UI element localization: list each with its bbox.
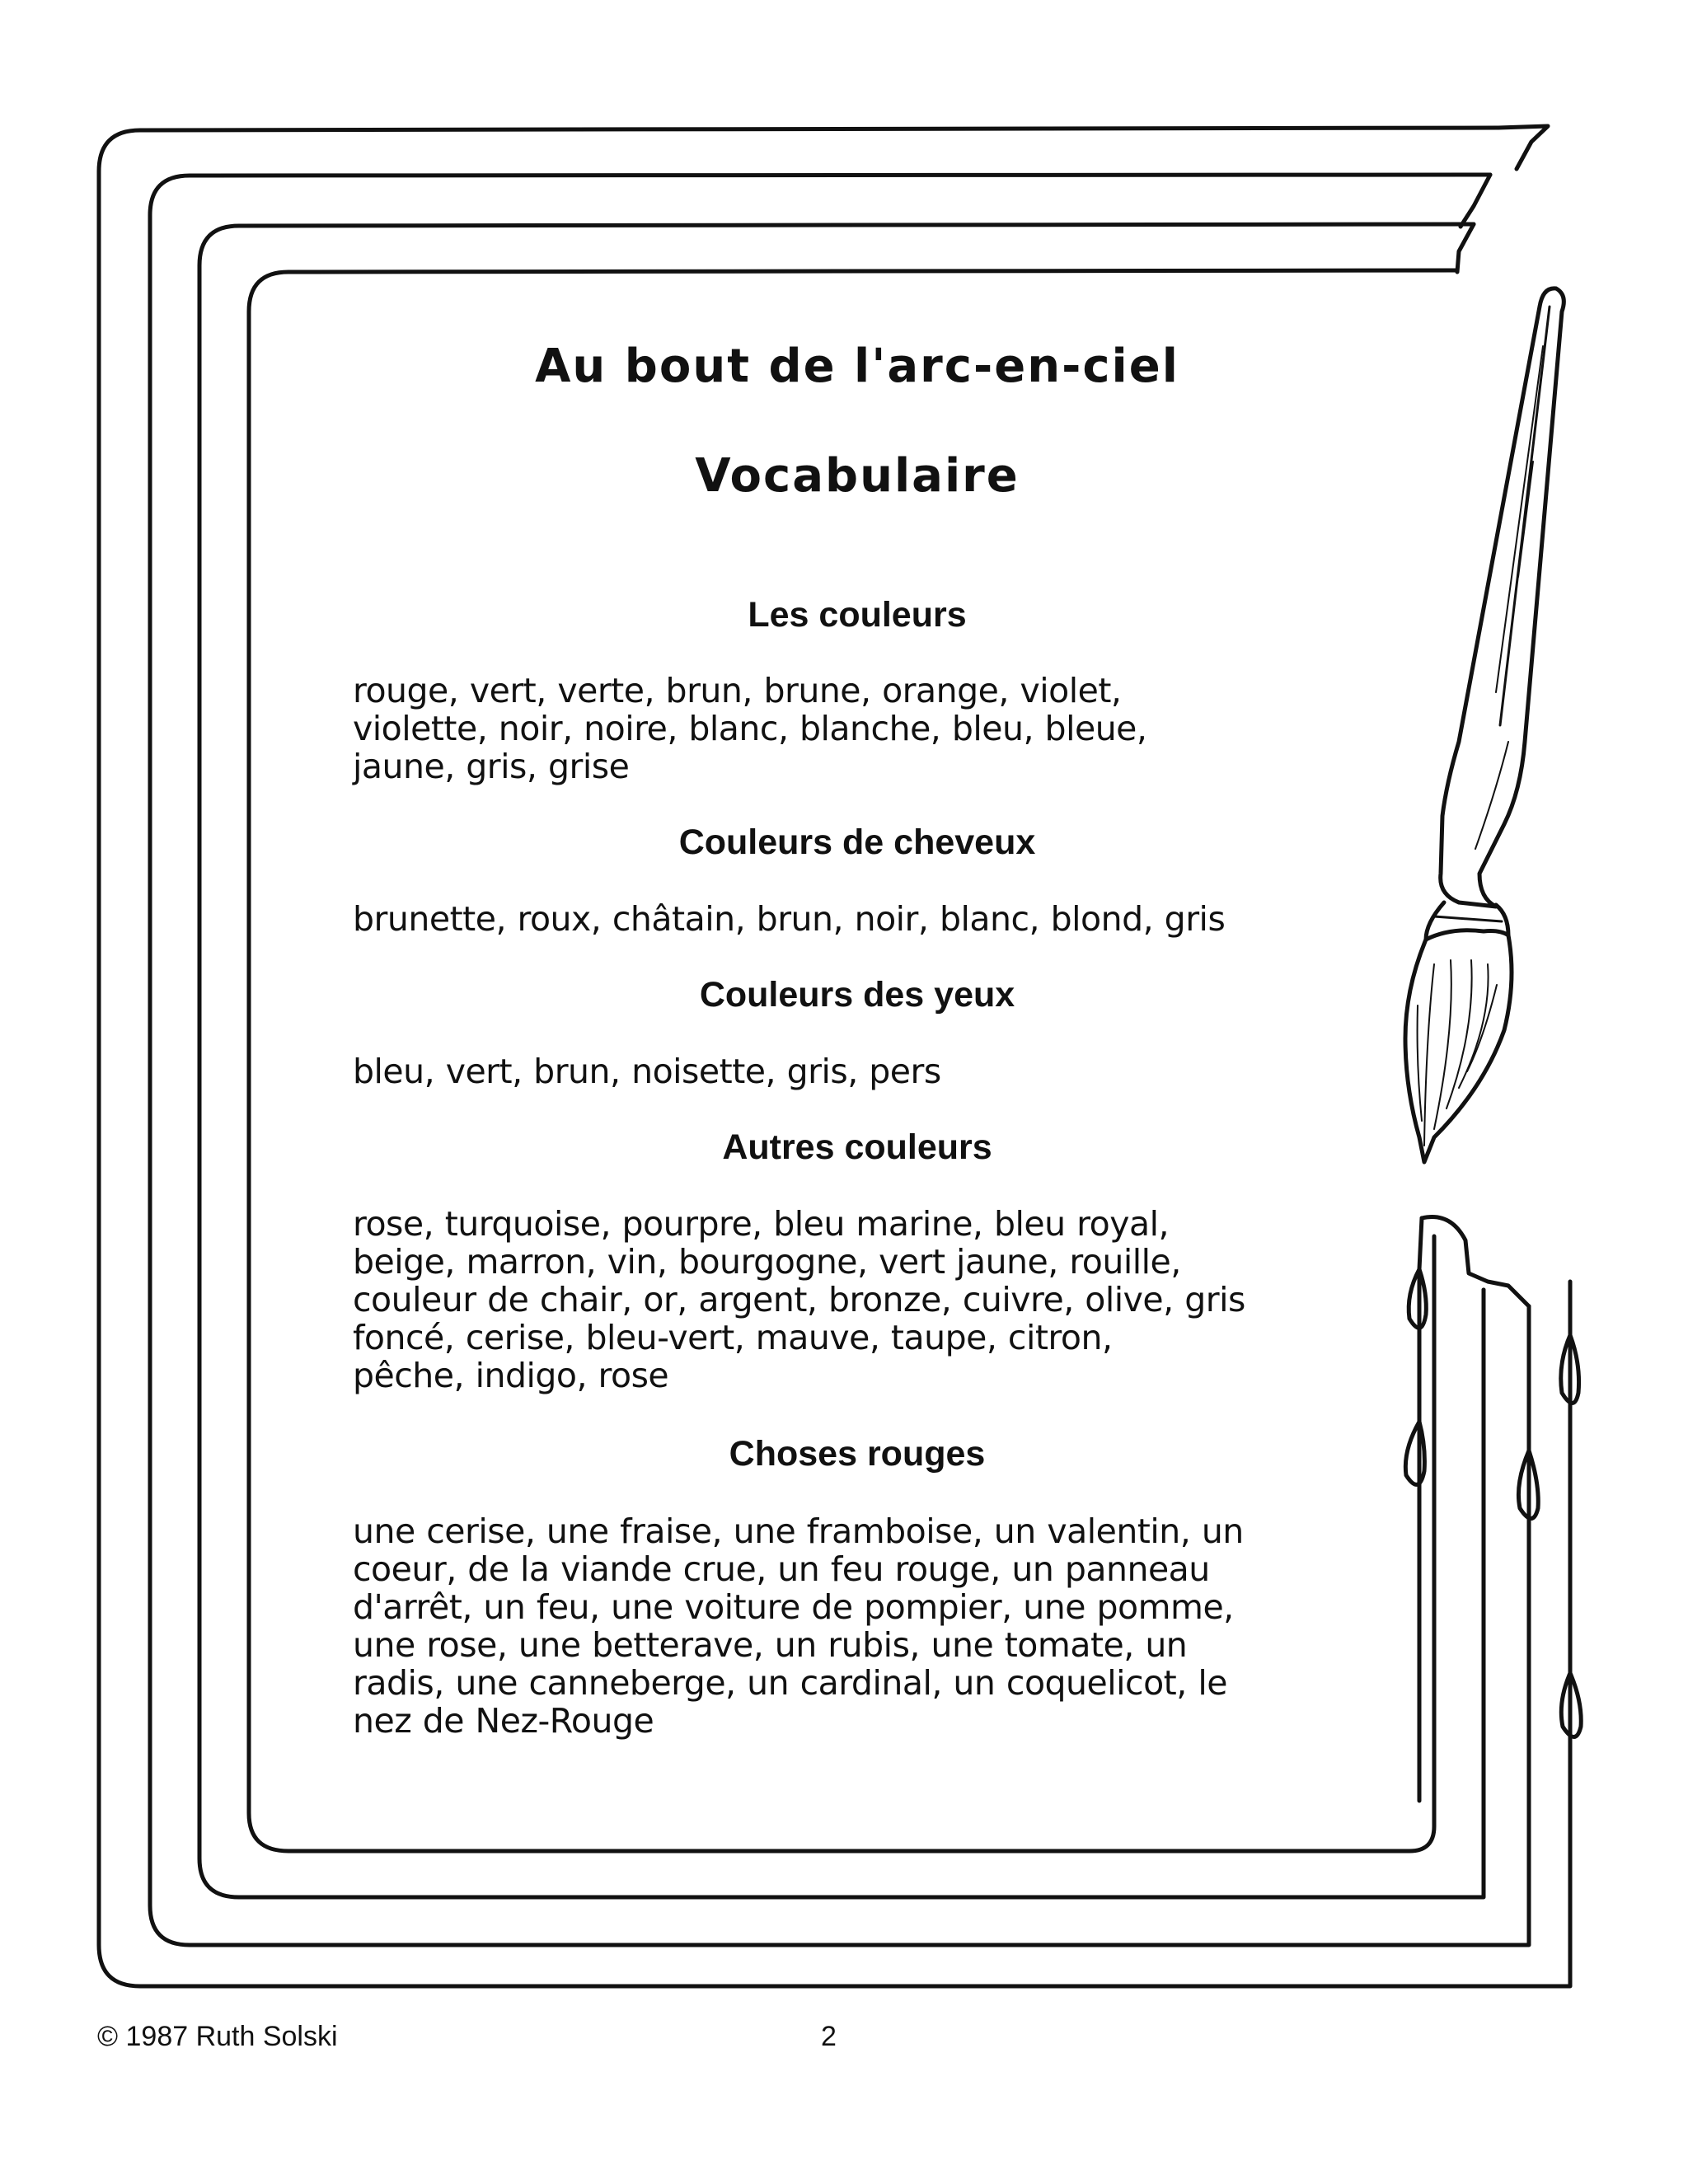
word-line: une rose, une betterave, un rubis, une tomate, un [353,1625,1188,1665]
page-number: 2 [821,2021,837,2052]
copyright-notice: © 1987 Ruth Solski [97,2021,338,2052]
section-heading-les-couleurs: Les couleurs [748,595,967,635]
section-words-les-couleurs [353,672,1368,785]
word-line: rouge, vert, verte, brun, brune, orange, violet, [353,671,1122,710]
word-line: brunette, roux, châtain, brun, noir, blanc, blond, gris [353,899,1226,939]
word-line: pêche, indigo, rose [353,1356,669,1395]
page-subtitle: Vocabulaire [695,449,1020,503]
section-heading-couleurs-de-cheveux: Couleurs de cheveux [678,823,1036,862]
word-line: rose, turquoise, pourpre, bleu marine, bleu royal, [353,1204,1170,1244]
word-line: bleu, vert, brun, noisette, gris, pers [353,1052,941,1091]
word-line: couleur de chair, or, argent, bronze, cuivre, olive, gris [353,1280,1245,1319]
word-line: coeur, de la viande crue, un feu rouge, un panneau [353,1549,1210,1589]
word-line: radis, une canneberge, un cardinal, un coquelicot, le [353,1663,1227,1703]
section-words-couleurs-de-cheveux [353,900,1368,938]
section-heading-autres-couleurs: Autres couleurs [722,1127,992,1167]
section-heading-choses-rouges: Choses rouges [729,1434,986,1474]
word-line: violette, noir, noire, blanc, blanche, bleu, bleue, [353,709,1147,748]
word-line: une cerise, une fraise, une framboise, un valentin, un [353,1511,1244,1551]
paintbrush-icon [1405,288,1564,1162]
word-line: foncé, cerise, bleu-vert, mauve, taupe, citron, [353,1318,1113,1357]
section-words-choses-rouges [353,1512,1368,1740]
word-line: d'arrêt, un feu, une voiture de pompier, une pomme, [353,1587,1234,1627]
word-line: beige, marron, vin, bourgogne, vert jaune, rouille, [353,1242,1181,1282]
word-line: jaune, gris, grise [353,747,630,786]
section-heading-couleurs-des-yeux: Couleurs des yeux [699,975,1015,1015]
section-words-couleurs-des-yeux [353,1052,1368,1090]
section-words-autres-couleurs [353,1205,1368,1394]
page-title: Au bout de l'arc-en-ciel [535,340,1179,393]
word-line: nez de Nez-Rouge [353,1701,654,1741]
